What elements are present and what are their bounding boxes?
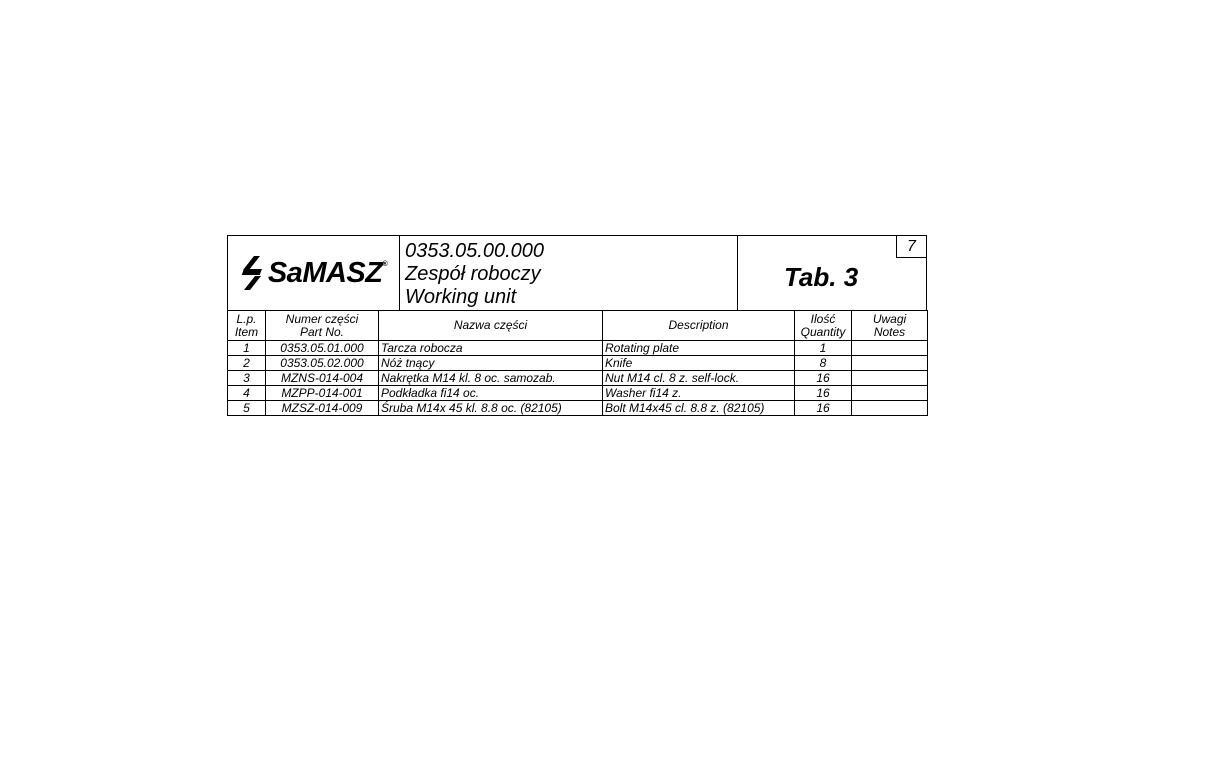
cell-description: Washer fi14 z. <box>603 386 795 401</box>
cell-item: 4 <box>228 386 266 401</box>
cell-name: Tarcza robocza <box>379 341 603 356</box>
table-row <box>228 341 928 356</box>
cell-name: Nakrętka M14 kl. 8 oc. samozab. <box>379 371 603 386</box>
cell-notes <box>852 371 928 386</box>
cell-part-no: 0353.05.01.000 <box>266 341 379 356</box>
cell-part-no: MZNS-014-004 <box>266 371 379 386</box>
page-number: 7 <box>896 236 926 258</box>
column-header-description: Description <box>603 311 795 341</box>
cell-part-no: MZPP-014-001 <box>266 386 379 401</box>
cell-item: 3 <box>228 371 266 386</box>
table-row <box>228 401 928 416</box>
cell-name: Śruba M14x 45 kl. 8.8 oc. (82105) <box>379 401 603 416</box>
cell-description: Nut M14 cl. 8 z. self-lock. <box>603 371 795 386</box>
assembly-title-pl: Zespół roboczy <box>405 263 541 285</box>
cell-quantity: 8 <box>795 356 852 371</box>
column-header-item: L.p. Item <box>228 311 266 341</box>
parts-sheet <box>227 235 927 416</box>
cell-name: Podkładka fi14 oc. <box>379 386 603 401</box>
cell-notes <box>852 356 928 371</box>
sheet-header <box>227 235 927 311</box>
samasz-logo <box>240 255 387 291</box>
assembly-part-number: 0353.05.00.000 <box>405 240 545 262</box>
cell-item: 5 <box>228 401 266 416</box>
cell-description: Bolt M14x45 cl. 8.8 z. (82105) <box>603 401 795 416</box>
cell-description: Rotating plate <box>603 341 795 356</box>
cell-part-no: MZSZ-014-009 <box>266 401 379 416</box>
cell-quantity: 16 <box>795 371 852 386</box>
cell-item: 2 <box>228 356 266 371</box>
cell-description: Knife <box>603 356 795 371</box>
table-row <box>228 356 928 371</box>
table-row <box>228 371 928 386</box>
table-label: Tab. 3 <box>784 262 859 292</box>
cell-notes <box>852 401 928 416</box>
logo-cell <box>228 236 400 310</box>
cell-name: Nóż tnący <box>379 356 603 371</box>
samasz-logo-mark-icon <box>240 255 264 291</box>
table-label-cell <box>738 236 926 310</box>
parts-table <box>227 310 928 416</box>
cell-quantity: 16 <box>795 386 852 401</box>
column-header-notes: Uwagi Notes <box>852 311 928 341</box>
cell-notes <box>852 386 928 401</box>
column-header-quantity: Ilość Quantity <box>795 311 852 341</box>
cell-item: 1 <box>228 341 266 356</box>
cell-quantity: 16 <box>795 401 852 416</box>
assembly-title-en: Working unit <box>405 286 517 308</box>
cell-quantity: 1 <box>795 341 852 356</box>
cell-notes <box>852 341 928 356</box>
column-header-name: Nazwa części <box>379 311 603 341</box>
logo-text: SaMASZ® <box>267 256 388 289</box>
title-cell <box>400 236 738 310</box>
table-row <box>228 386 928 401</box>
table-header-row <box>228 311 928 341</box>
column-header-part-no: Numer części Part No. <box>266 311 379 341</box>
cell-part-no: 0353.05.02.000 <box>266 356 379 371</box>
